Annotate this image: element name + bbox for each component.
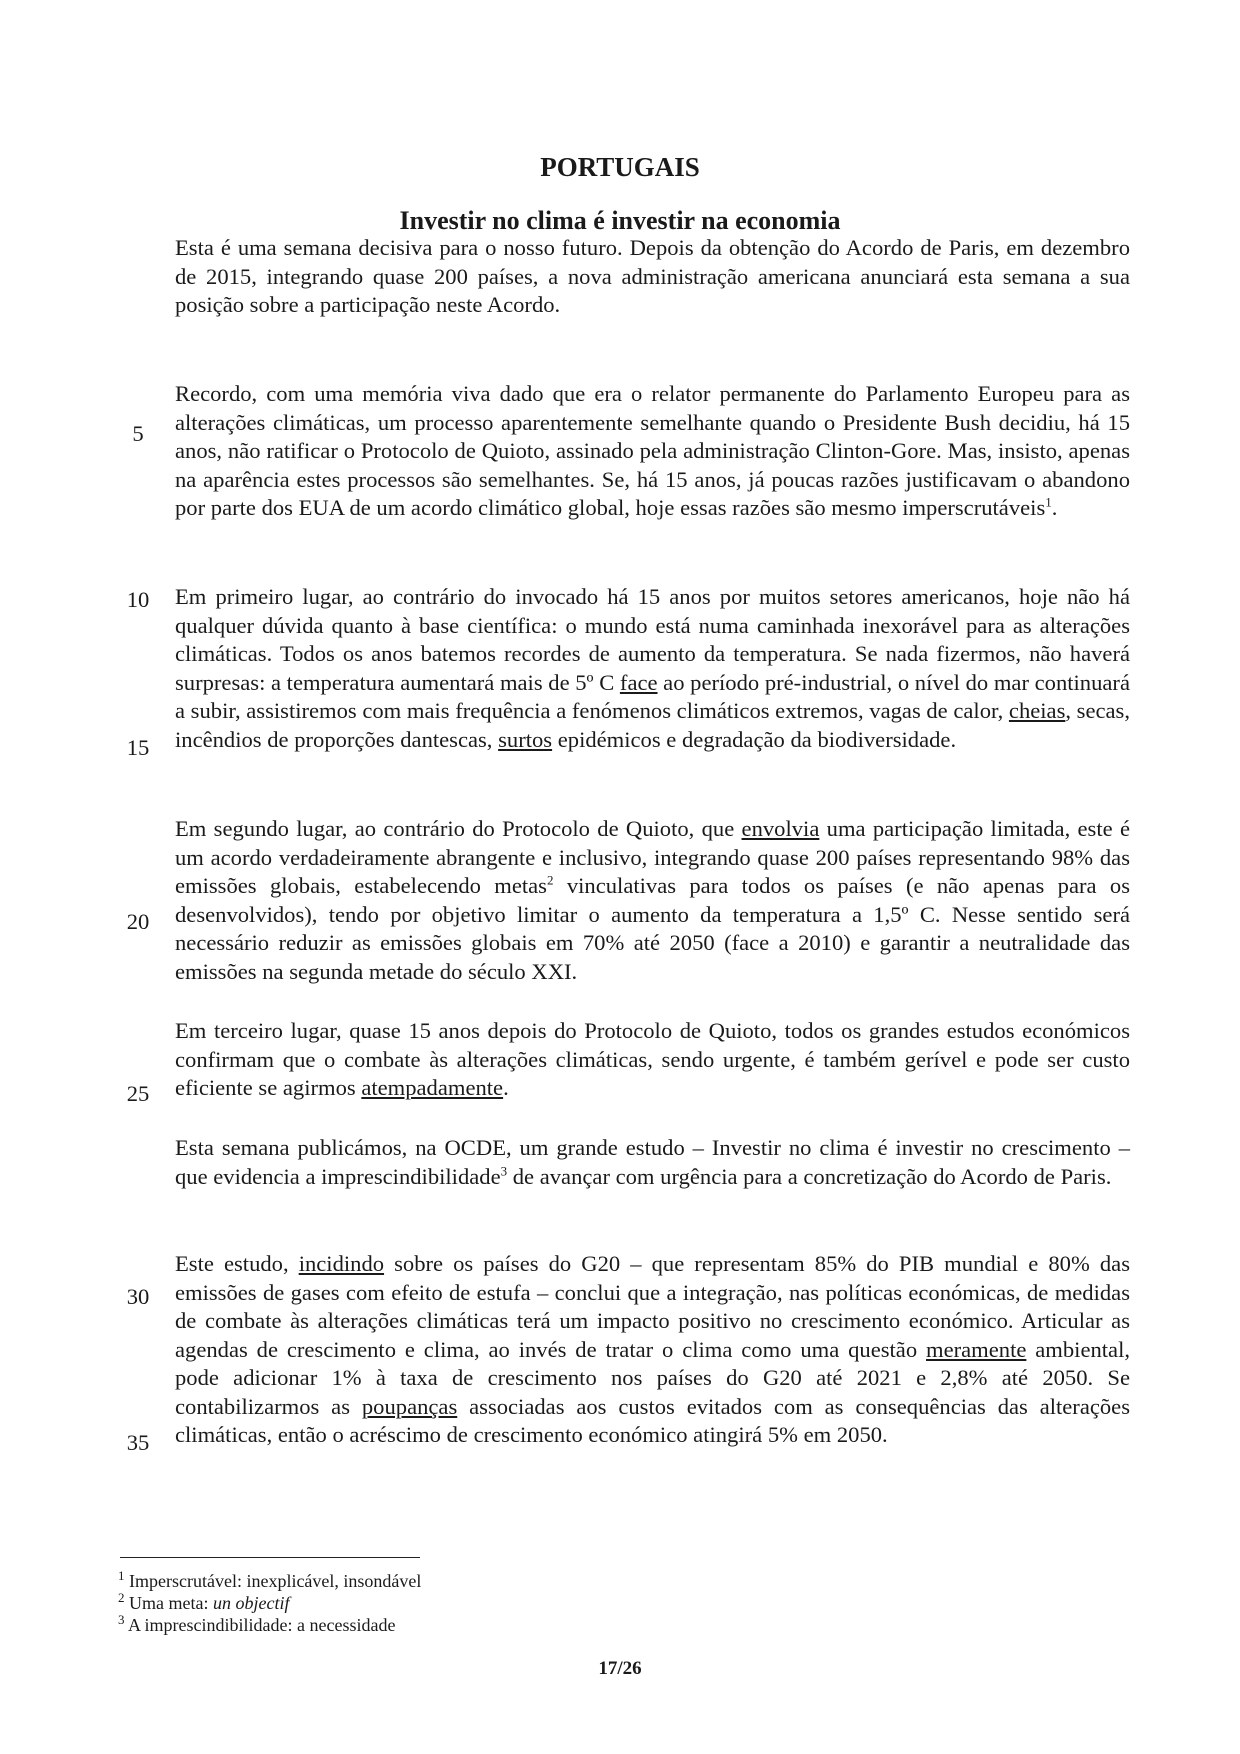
line-number-5: 5 xyxy=(132,421,144,446)
glossary-term-cheias: cheias xyxy=(1008,698,1066,723)
paragraph-text: Esta é uma semana decisiva para o nosso futuro. Depois da obtenção do Acordo de Paris, em dezembro de 2015, integrando quase 200 países, a nova administração americana anunciará esta semana a sua posição sobre a participação neste Acordo. xyxy=(175,235,1130,317)
footnote-text: Imperscrutável: inexplicável, insondável xyxy=(129,1571,422,1591)
paragraph-text: ao período pré-industrial, o nível do mar continuará a subir, assistiremos com mais frequência a fenómenos climáticos extremos, vagas de calor, xyxy=(175,669,1130,723)
paragraph-2 xyxy=(175,380,1130,523)
line-number-25: 25 xyxy=(126,1081,150,1106)
footnote-label: Uma meta: xyxy=(129,1593,213,1613)
footnote-1 xyxy=(118,1570,421,1592)
glossary-term-atempadamente: atempadamente xyxy=(361,1075,504,1100)
paragraph-text: uma participação limitada, este é um acordo verdadeiramente abrangente e inclusivo, integrando quase 200 países representando 98% das emissões globais, estabelecendo metas xyxy=(175,816,1130,898)
paragraph-text: epidémicos e degradação da biodiversidade. xyxy=(552,726,957,752)
footnote-mark: 2 xyxy=(118,1590,125,1605)
footnote-3 xyxy=(118,1614,395,1636)
footnote-mark: 1 xyxy=(118,1568,125,1583)
paragraph-6 xyxy=(175,1134,1130,1191)
line-number-10: 10 xyxy=(126,587,150,612)
paragraph-text: Esta semana publicámos, na OCDE, um grande estudo – Investir no clima é investir no crescimento – que evidencia a imprescindibilidade xyxy=(175,1135,1130,1189)
line-number-20: 20 xyxy=(126,909,150,934)
footnote-ref-3: 3 xyxy=(500,1162,508,1178)
paragraph-4 xyxy=(175,815,1130,986)
glossary-term-envolvia: envolvia xyxy=(741,816,820,841)
line-number-30: 30 xyxy=(126,1284,150,1309)
paragraph-7 xyxy=(175,1250,1130,1450)
paragraph-3 xyxy=(175,583,1130,754)
footnote-text: A imprescindibilidade: a necessidade xyxy=(128,1615,396,1635)
footnote-ref-1: 1 xyxy=(1045,494,1052,510)
paragraph-text: Recordo, com uma memória viva dado que era o relator permanente do Parlamento Europeu para as alterações climáticas, um processo aparentemente semelhante quando o Presidente Bush decidiu, há 15 anos, não ratificar o Protocolo de Quioto, assinado pela administração Clinton-Gore. Mas, insisto, apenas na aparência estes processos são semelhantes. Se, há 15 anos, já poucas razões justificavam o abandono por parte dos EUA de um acordo climático global, hoje essas razões são mesmo imperscrutáveis xyxy=(175,381,1130,520)
footnote-2 xyxy=(118,1592,289,1614)
paragraph-text: . xyxy=(503,1075,509,1100)
glossary-term-surtos: surtos xyxy=(498,726,553,752)
glossary-term-meramente: meramente xyxy=(926,1336,1027,1362)
paragraph-text: Em terceiro lugar, quase 15 anos depois do Protocolo de Quioto, todos os grandes estudos económicos confirmam que o combate às alterações climáticas, sendo urgente, é também gerível e pode ser custo eficiente se agirmos xyxy=(175,1018,1130,1100)
page-number: 17/26 xyxy=(598,1658,642,1679)
article-title: Investir no clima é investir na economia xyxy=(399,206,841,235)
paragraph-text: Em primeiro lugar, ao contrário do invocado há 15 anos por muitos setores americanos, hoje não há qualquer dúvida quanto à base científica: o mundo está numa caminhada inexorável para as alterações climáticas. Todos os anos batemos recordes de aumento da temperatura. Se nada fizermos, não haverá surpresas: a temperatura aumentará mais de 5º C xyxy=(175,584,1130,695)
section-language-heading: PORTUGAIS xyxy=(540,152,700,182)
paragraph-text: . xyxy=(1051,495,1058,520)
line-number-35: 35 xyxy=(126,1430,150,1455)
paragraph-text: Este estudo, xyxy=(175,1251,299,1276)
glossary-term-poupancas: poupanças xyxy=(361,1393,458,1419)
paragraph-text: , secas, incêndios de proporções dantescas, xyxy=(175,698,1130,752)
paragraph-text: sobre os países do G20 – que representam 85% do PIB mundial e 80% das emissões de gases com efeito de estufa – conclui que a integração, nas políticas económicas, de medidas de combate às alterações climáticas terá um impacto positivo no crescimento económico. Articular as agendas de crescimento e clima, ao invés de tratar o clima como uma questão xyxy=(175,1251,1130,1362)
footnote-ref-2: 2 xyxy=(546,872,554,888)
paragraph-text: Em segundo lugar, ao contrário do Protocolo de Quioto, que xyxy=(175,816,742,841)
paragraph-text: vinculativas para todos os países (e não apenas para os desenvolvidos), tendo por objetivo limitar o aumento da temperatura a 1,5º C. Nesse sentido será necessário reduzir as emissões globais em 70% até 2050 (face a 2010) e garantir a neutralidade das emissões na segunda metade do século XXI. xyxy=(175,873,1130,984)
paragraph-1 xyxy=(175,234,1130,320)
glossary-term-incidindo: incidindo xyxy=(298,1251,385,1276)
footnote-mark: 3 xyxy=(118,1612,125,1627)
paragraph-text: de avançar com urgência para a concretização do Acordo de Paris. xyxy=(507,1163,1112,1189)
footnote-separator xyxy=(120,1557,420,1558)
line-number-15: 15 xyxy=(126,735,150,760)
paragraph-text: associadas aos custos evitados com as consequências das alterações climáticas, então o acréscimo de crescimento económico atingirá 5% em 2050. xyxy=(175,1393,1130,1447)
footnote-translation: un objectif xyxy=(212,1593,290,1613)
glossary-term-face: face xyxy=(619,669,658,695)
paragraph-5 xyxy=(175,1017,1130,1103)
paragraph-text: ambiental, pode adicionar 1% à taxa de crescimento nos países do G20 até 2021 e 2,8% até 2050. Se contabilizarmos as xyxy=(175,1336,1131,1419)
